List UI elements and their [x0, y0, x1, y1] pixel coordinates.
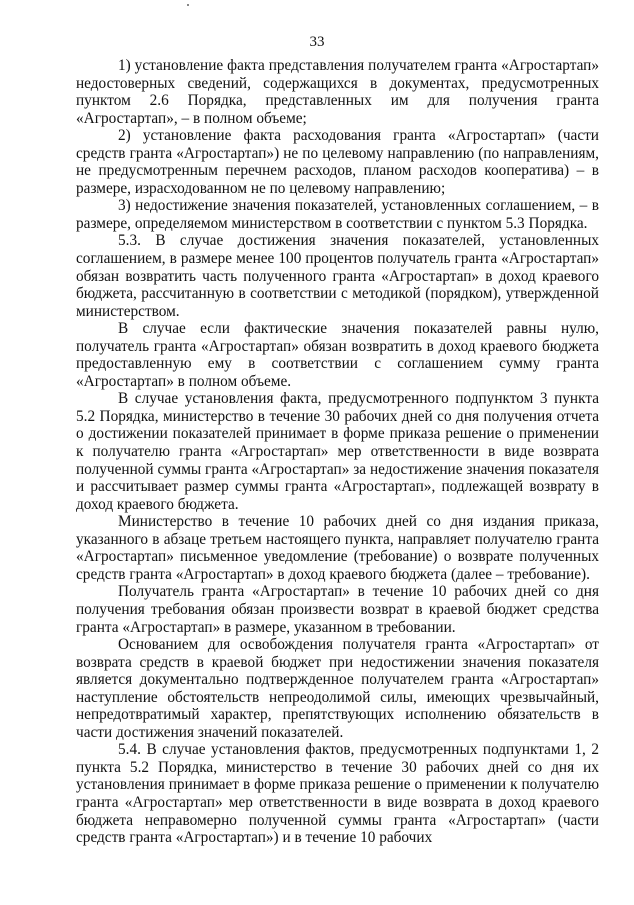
document-body [76, 57, 599, 847]
paragraph-subitem-2: 2) установление факта расходования гранта «Агростартап» (части средств гранта «Агростартап») не по целевому направлению (по направлениям, не предусмотренным перечнем расходов, планом расходов кооператива) – в размере, израсходованном не по целевому направлению; [76, 127, 599, 197]
paragraph-subitem-3: 3) недостижение значения показателей, установленных соглашением, – в размере, определяемом министерством в соответствии с пунктом 5.3 Порядка. [76, 197, 599, 232]
paragraph-ministry-notice: Министерство в течение 10 рабочих дней со дня издания приказа, указанного в абзаце третьем настоящего пункта, направляет получателю гранта «Агростартап» письменное уведомление (требование) о возврате полученных средств гранта «Агростартап» в доход краевого бюджета (далее – требование). [76, 513, 599, 583]
paragraph-clause-5-3: 5.3. В случае достижения значения показателей, установленных соглашением, в размере менее 100 процентов получатель гранта «Агростартап» обязан возвратить часть полученного гранта «Агростартап» в доход краевого бюджета, рассчитанную в соответствии с методикой (порядком), утвержденной министерством. [76, 232, 599, 320]
paragraph-subitem-1: 1) установление факта представления получателем гранта «Агростартап» недостоверных сведений, содержащихся в документах, предусмотренных пунктом 2.6 Порядка, представленных им для получения гранта «Агростартап», – в полном объеме; [76, 57, 599, 127]
scan-mark [187, 4, 189, 6]
page-number: 33 [309, 34, 325, 50]
paragraph-fact-established: В случае установления факта, предусмотренного подпунктом 3 пункта 5.2 Порядка, министерство в течение 30 рабочих дней со дня получения отчета о достижении показателей принимает в форме приказа решение о применении к получателю гранта «Агростартап» мер ответственности в виде возврата полученной суммы гранта «Агростартап» за недостижение значения показателя и рассчитывает размер суммы гранта «Агростартап», подлежащей возврату в доход краевого бюджета. [76, 390, 599, 513]
paragraph-exemption-basis: Основанием для освобождения получателя гранта «Агростартап» от возврата средств в краевой бюджет при недостижении значения показателя является документально подтвержденное получателем гранта «Агростартап» наступление обстоятельств непреодолимой силы, имеющих чрезвычайный, непредотвратимый характер, препятствующих исполнению обязательств в части достижения значений показателей. [76, 636, 599, 741]
paragraph-clause-5-4: 5.4. В случае установления фактов, предусмотренных подпунктами 1, 2 пункта 5.2 Порядка, министерство в течение 30 рабочих дней со дня их установления принимает в форме приказа решение о применении к получателю гранта «Агростартап» мер ответственности в виде возврата в доход краевого бюджета неправомерно полученной суммы гранта «Агростартап» (части средств гранта «Агростартап») и в течение 10 рабочих [76, 741, 599, 847]
paragraph-zero-values: В случае если фактические значения показателей равны нулю, получатель гранта «Агростартап» обязан возвратить в доход краевого бюджета предоставленную ему в соответствии с соглашением сумму гранта «Агростартап» в полном объеме. [76, 320, 599, 390]
paragraph-recipient-return: Получатель гранта «Агростартап» в течение 10 рабочих дней со дня получения требования обязан произвести возврат в краевой бюджет средства гранта «Агростартап» в размере, указанном в требовании. [76, 583, 599, 636]
